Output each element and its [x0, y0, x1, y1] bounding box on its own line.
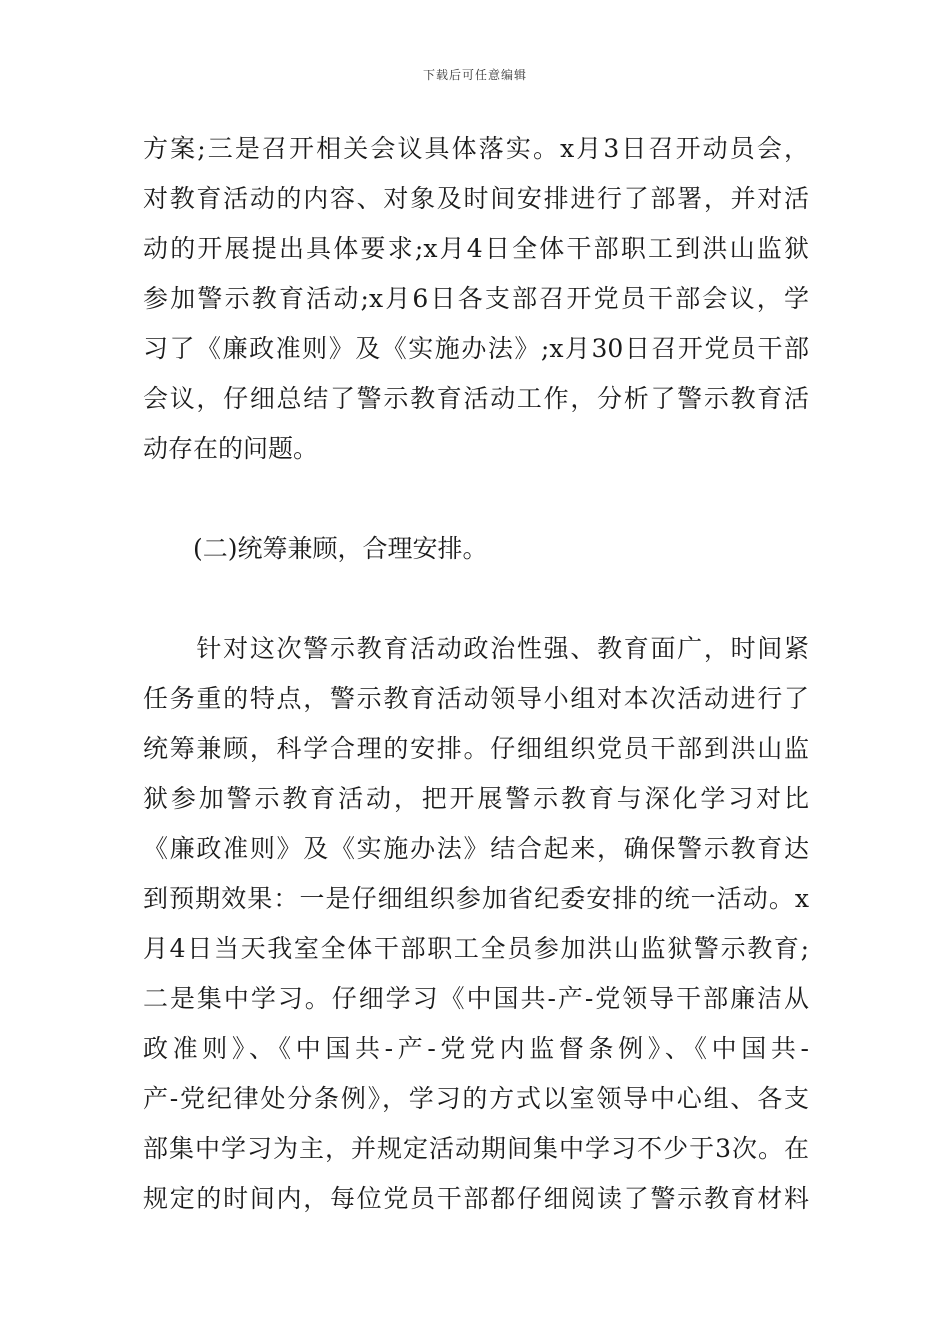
- section-heading: (二)统筹兼顾，合理安排。: [143, 534, 488, 563]
- paragraph-line: 动存在的问题。: [143, 434, 319, 463]
- paragraph-line: 到预期效果：一是仔细组织参加省纪委安排的统一活动。x: [143, 884, 809, 913]
- paragraph-line: 方案;三是召开相关会议具体落实。x月3日召开动员会，: [143, 134, 809, 163]
- paragraph-line: 《廉政准则》及《实施办法》结合起来，确保警示教育达: [143, 834, 809, 863]
- paragraph-line: 狱参加警示教育活动，把开展警示教育与深化学习对比: [143, 784, 809, 813]
- paragraph-line: 参加警示教育活动;x月6日各支部召开党员干部会议，学: [143, 284, 809, 313]
- paragraph-line: 统筹兼顾，科学合理的安排。仔细组织党员干部到洪山监: [143, 734, 809, 763]
- paragraph-line: 规定的时间内，每位党员干部都仔细阅读了警示教育材料: [143, 1184, 809, 1213]
- page-header: 下载后可任意编辑: [422, 68, 527, 82]
- paragraph-line: 习了《廉政准则》及《实施办法》;x月30日召开党员干部: [143, 334, 809, 363]
- paragraph-line: 对教育活动的内容、对象及时间安排进行了部署，并对活: [143, 184, 809, 213]
- paragraph-line: 产-党纪律处分条例》，学习的方式以室领导中心组、各支: [143, 1084, 809, 1113]
- paragraph-line: 二是集中学习。仔细学习《中国共-产-党领导干部廉洁从: [143, 984, 809, 1013]
- paragraph-line: 任务重的特点，警示教育活动领导小组对本次活动进行了: [143, 684, 809, 713]
- paragraph-line: 会议，仔细总结了警示教育活动工作，分析了警示教育活: [143, 384, 809, 413]
- paragraph-line: 动的开展提出具体要求;x月4日全体干部职工到洪山监狱: [143, 234, 809, 263]
- paragraph-line: 政准则》、《中国共-产-党党内监督条例》、《中国共-: [143, 1034, 809, 1063]
- paragraph-line: 月4日当天我室全体干部职工全员参加洪山监狱警示教育;: [143, 934, 809, 963]
- paragraph-line: 部集中学习为主，并规定活动期间集中学习不少于3次。在: [143, 1134, 809, 1163]
- paragraph-line: 针对这次警示教育活动政治性强、教育面广，时间紧: [143, 634, 809, 663]
